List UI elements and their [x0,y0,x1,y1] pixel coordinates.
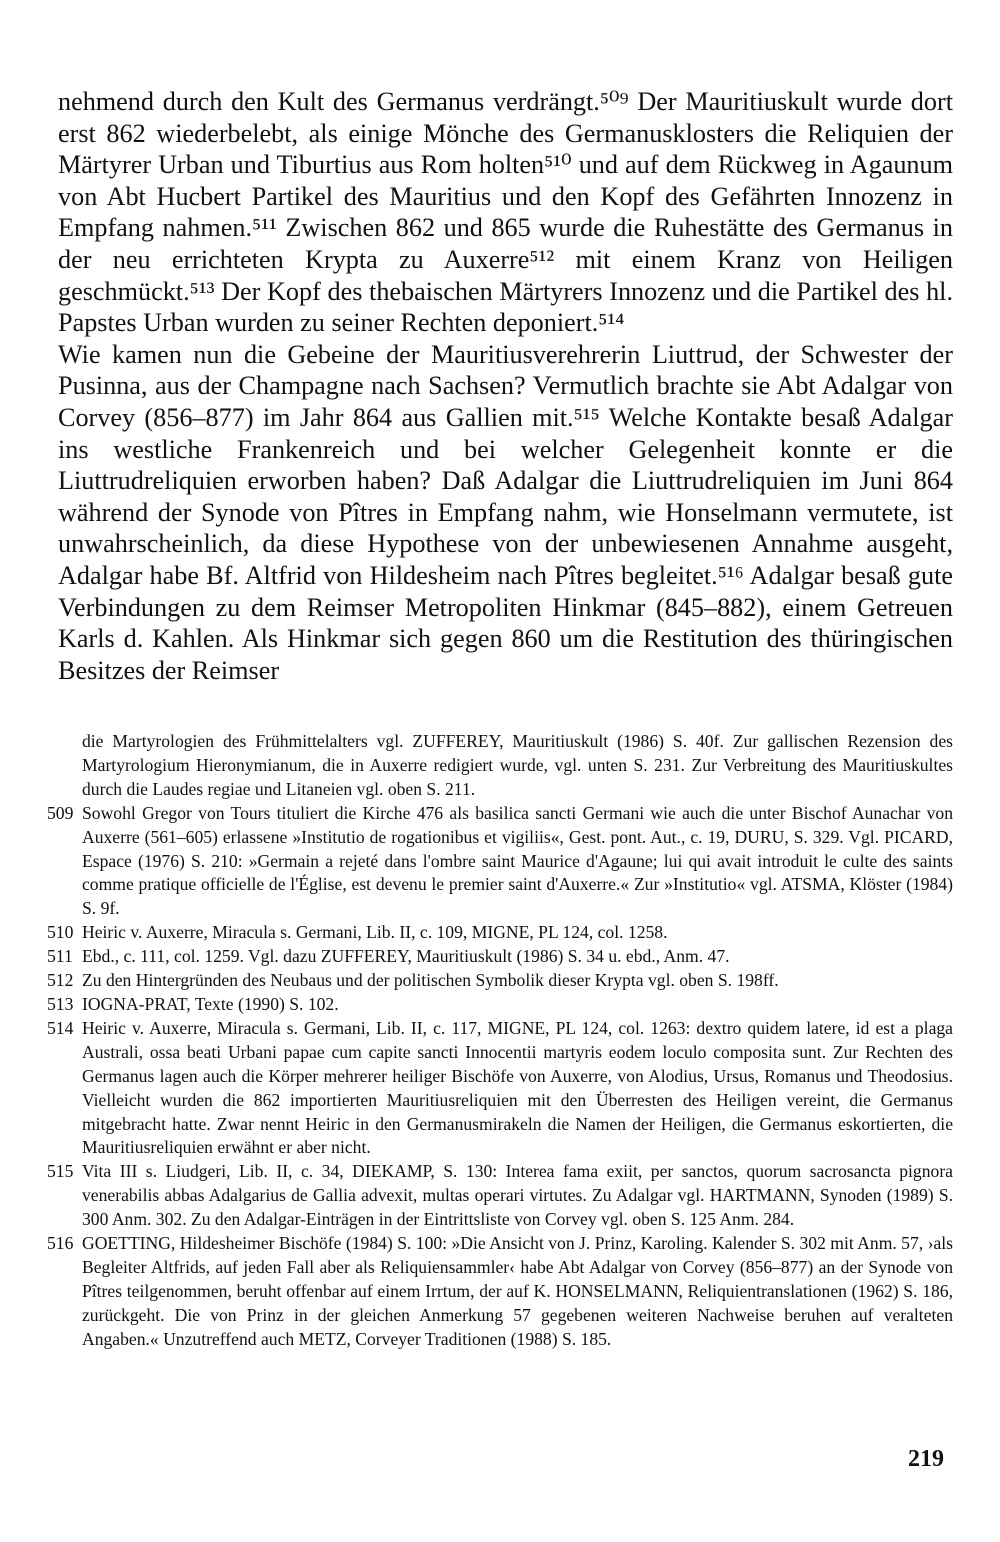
footnote-number: 511 [47,946,73,967]
footnotes [47,730,953,1352]
footnote-text: Vita III s. Liudgeri, Lib. II, c. 34, DIEKAMP, S. 130: Interea fama exiit, per sanctos, quorum sacrosancta pignora venerabilis abbas Adalgarius de Gallia advexit, multas operari virtutes. Zu Adalgar vgl. HARTMANN, Synoden (1989) S. 300 Anm. 302. Zu den Adalgar-Einträgen in der Eintrittsliste von Corvey vgl. oben S. 125 Anm. 284. [82,1161,953,1230]
footnote [47,802,953,922]
footnote [47,1160,953,1232]
main-text [58,86,953,686]
footnote [47,921,953,945]
page-number: 219 [908,1446,944,1472]
footnote-continuation: die Martyrologien des Frühmittelalters vgl. ZUFFEREY, Mauritiuskult (1986) S. 40f. Zur gallischen Rezension des Martyrologium Hieronymianum, die in Auxerre redigiert wurde, vgl. unten S. 231. Zur Verbreitung des Mauritiuskultes durch die Laudes regiae und Litaneien vgl. oben S. 211. [82,731,953,799]
footnote [47,969,953,993]
footnote-text: Ebd., c. 111, col. 1259. Vgl. dazu ZUFFEREY, Mauritiuskult (1986) S. 34 u. ebd., Anm. 47. [82,946,730,967]
footnote [47,1232,953,1352]
footnote-text: Heiric v. Auxerre, Miracula s. Germani, Lib. II, c. 109, MIGNE, PL 124, col. 1258. [82,922,668,943]
footnote [47,1017,953,1160]
footnote [47,945,953,969]
footnote-text: Sowohl Gregor von Tours tituliert die Kirche 476 als basilica sancti Germani wie auch die unter Bischof Aunachar von Auxerre (561–605) erlassene »Institutio de rogationibus et vigiliis«, Gest. pont. Aut., c. 19, DURU, S. 329. Vgl. PICARD, Espace (1976) S. 210: »Germain a rejeté dans l'ombre saint Maurice d'Agaune; lui qui avait introduit le culte des saints comme pratique officielle de l'Église, est devenu le premier saint d'Auxerre.« Zur »Institutio« vgl. ATSMA, Klöster (1984) S. 9f. [82,802,953,919]
footnote [47,993,953,1017]
footnote-number: 516 [47,1233,74,1254]
footnote-number: 514 [47,1017,74,1038]
footnote-text: IOGNA-PRAT, Texte (1990) S. 102. [82,993,339,1014]
footnote-number: 510 [47,922,74,943]
footnote-number: 513 [47,993,74,1014]
footnote-number: 515 [47,1161,74,1182]
paragraph: Wie kamen nun die Gebeine der Mauritiusverehrerin Liuttrud, der Schwester der Pusinna, aus der Champagne nach Sachsen? Vermutlich brachte sie Abt Adalgar von Corvey (856–877) im Jahr 864 aus Gallien mit.⁵¹⁵ Welche Kontakte besaß Adalgar ins westliche Frankenreich und bei welcher Gelegenheit konnte er die Liuttrudreliquien erworben haben? Daß Adalgar die Liuttrudreliquien im Juni 864 während der Synode von Pîtres in Empfang nahm, wie Honselmann vermutete, ist unwahrscheinlich, da diese Hypothese von der unbewiesenen Annahme ausgeht, Adalgar habe Bf. Altfrid von Hildesheim nach Pîtres begleitet.⁵¹⁶ Adalgar besaß gute Verbindungen zu dem Reimser Metropoliten Hinkmar (845–882), einem Getreuen Karls d. Kahlen. Als Hinkmar sich gegen 860 um die Restitution des thüringischen Besitzes der Reimser [58,339,953,685]
footnote-number: 512 [47,970,74,991]
footnote-text: Zu den Hintergründen des Neubaus und der politischen Symbolik dieser Krypta vgl. oben S. 198ff. [82,970,779,991]
footnote-text: Heiric v. Auxerre, Miracula s. Germani, Lib. II, c. 117, MIGNE, PL 124, col. 1263: dextro quidem latere, id est a plaga Australi, ossa beati Urbani papae cum capite sancti Innocentii martyris eodem loculo composita sunt. Zur Rechten des Germanus lagen auch die Körper mehrerer heiliger Bischöfe von Auxerre, von Alodius, Ursus, Romanus und Theodosius. Vielleicht wurden die 862 importierten Mauritiusreliquien mit den Überresten des Heiligen vereint, die Germanus mitgebracht hatte. Zwar nennt Heiric in den Germanusmirakeln die Namen der Heiligen, die Germanus eskortierten, die Mauritiusreliquien erwähnt er aber nicht. [82,1017,953,1158]
footnote-text: GOETTING, Hildesheimer Bischöfe (1984) S. 100: »Die Ansicht von J. Prinz, Karoling. Kalender S. 302 mit Anm. 57, ›als Begleiter Altfrids, auf jeden Fall aber als Reliquiensammler‹ habe Abt Adalgar von Corvey (856–877) an der Synode von Pîtres teilgenommen, beruht offenbar auf einem Irrtum, der auf K. HONSELMANN, Reliquientranslationen (1962) S. 186, zurückgeht. Die von Prinz in der gleichen Anmerkung 57 gegebenen weiteren Nachweise beruhen auf veralteten Angaben.« Unzutreffend auch METZ, Corveyer Traditionen (1988) S. 185. [82,1233,953,1349]
paragraph: nehmend durch den Kult des Germanus verdrängt.⁵⁰⁹ Der Mauritiuskult wurde dort erst 862 wiederbelebt, als einige Mönche des Germanusklosters die Reliquien der Märtyrer Urban und Tiburtius aus Rom holten⁵¹⁰ und auf dem Rückweg in Agaunum von Abt Hucbert Partikel des Mauritius und den Kopf des Gefährten Innozenz in Empfang nahmen.⁵¹¹ Zwischen 862 und 865 wurde die Ruhestätte des Germanus in der neu errichteten Krypta zu Auxerre⁵¹² mit einem Kranz von Heiligen geschmückt.⁵¹³ Der Kopf des thebaischen Märtyrers Innozenz und die Partikel des hl. Papstes Urban wurden zu seiner Rechten deponiert.⁵¹⁴ [58,87,953,338]
footnote-number: 509 [47,802,74,823]
